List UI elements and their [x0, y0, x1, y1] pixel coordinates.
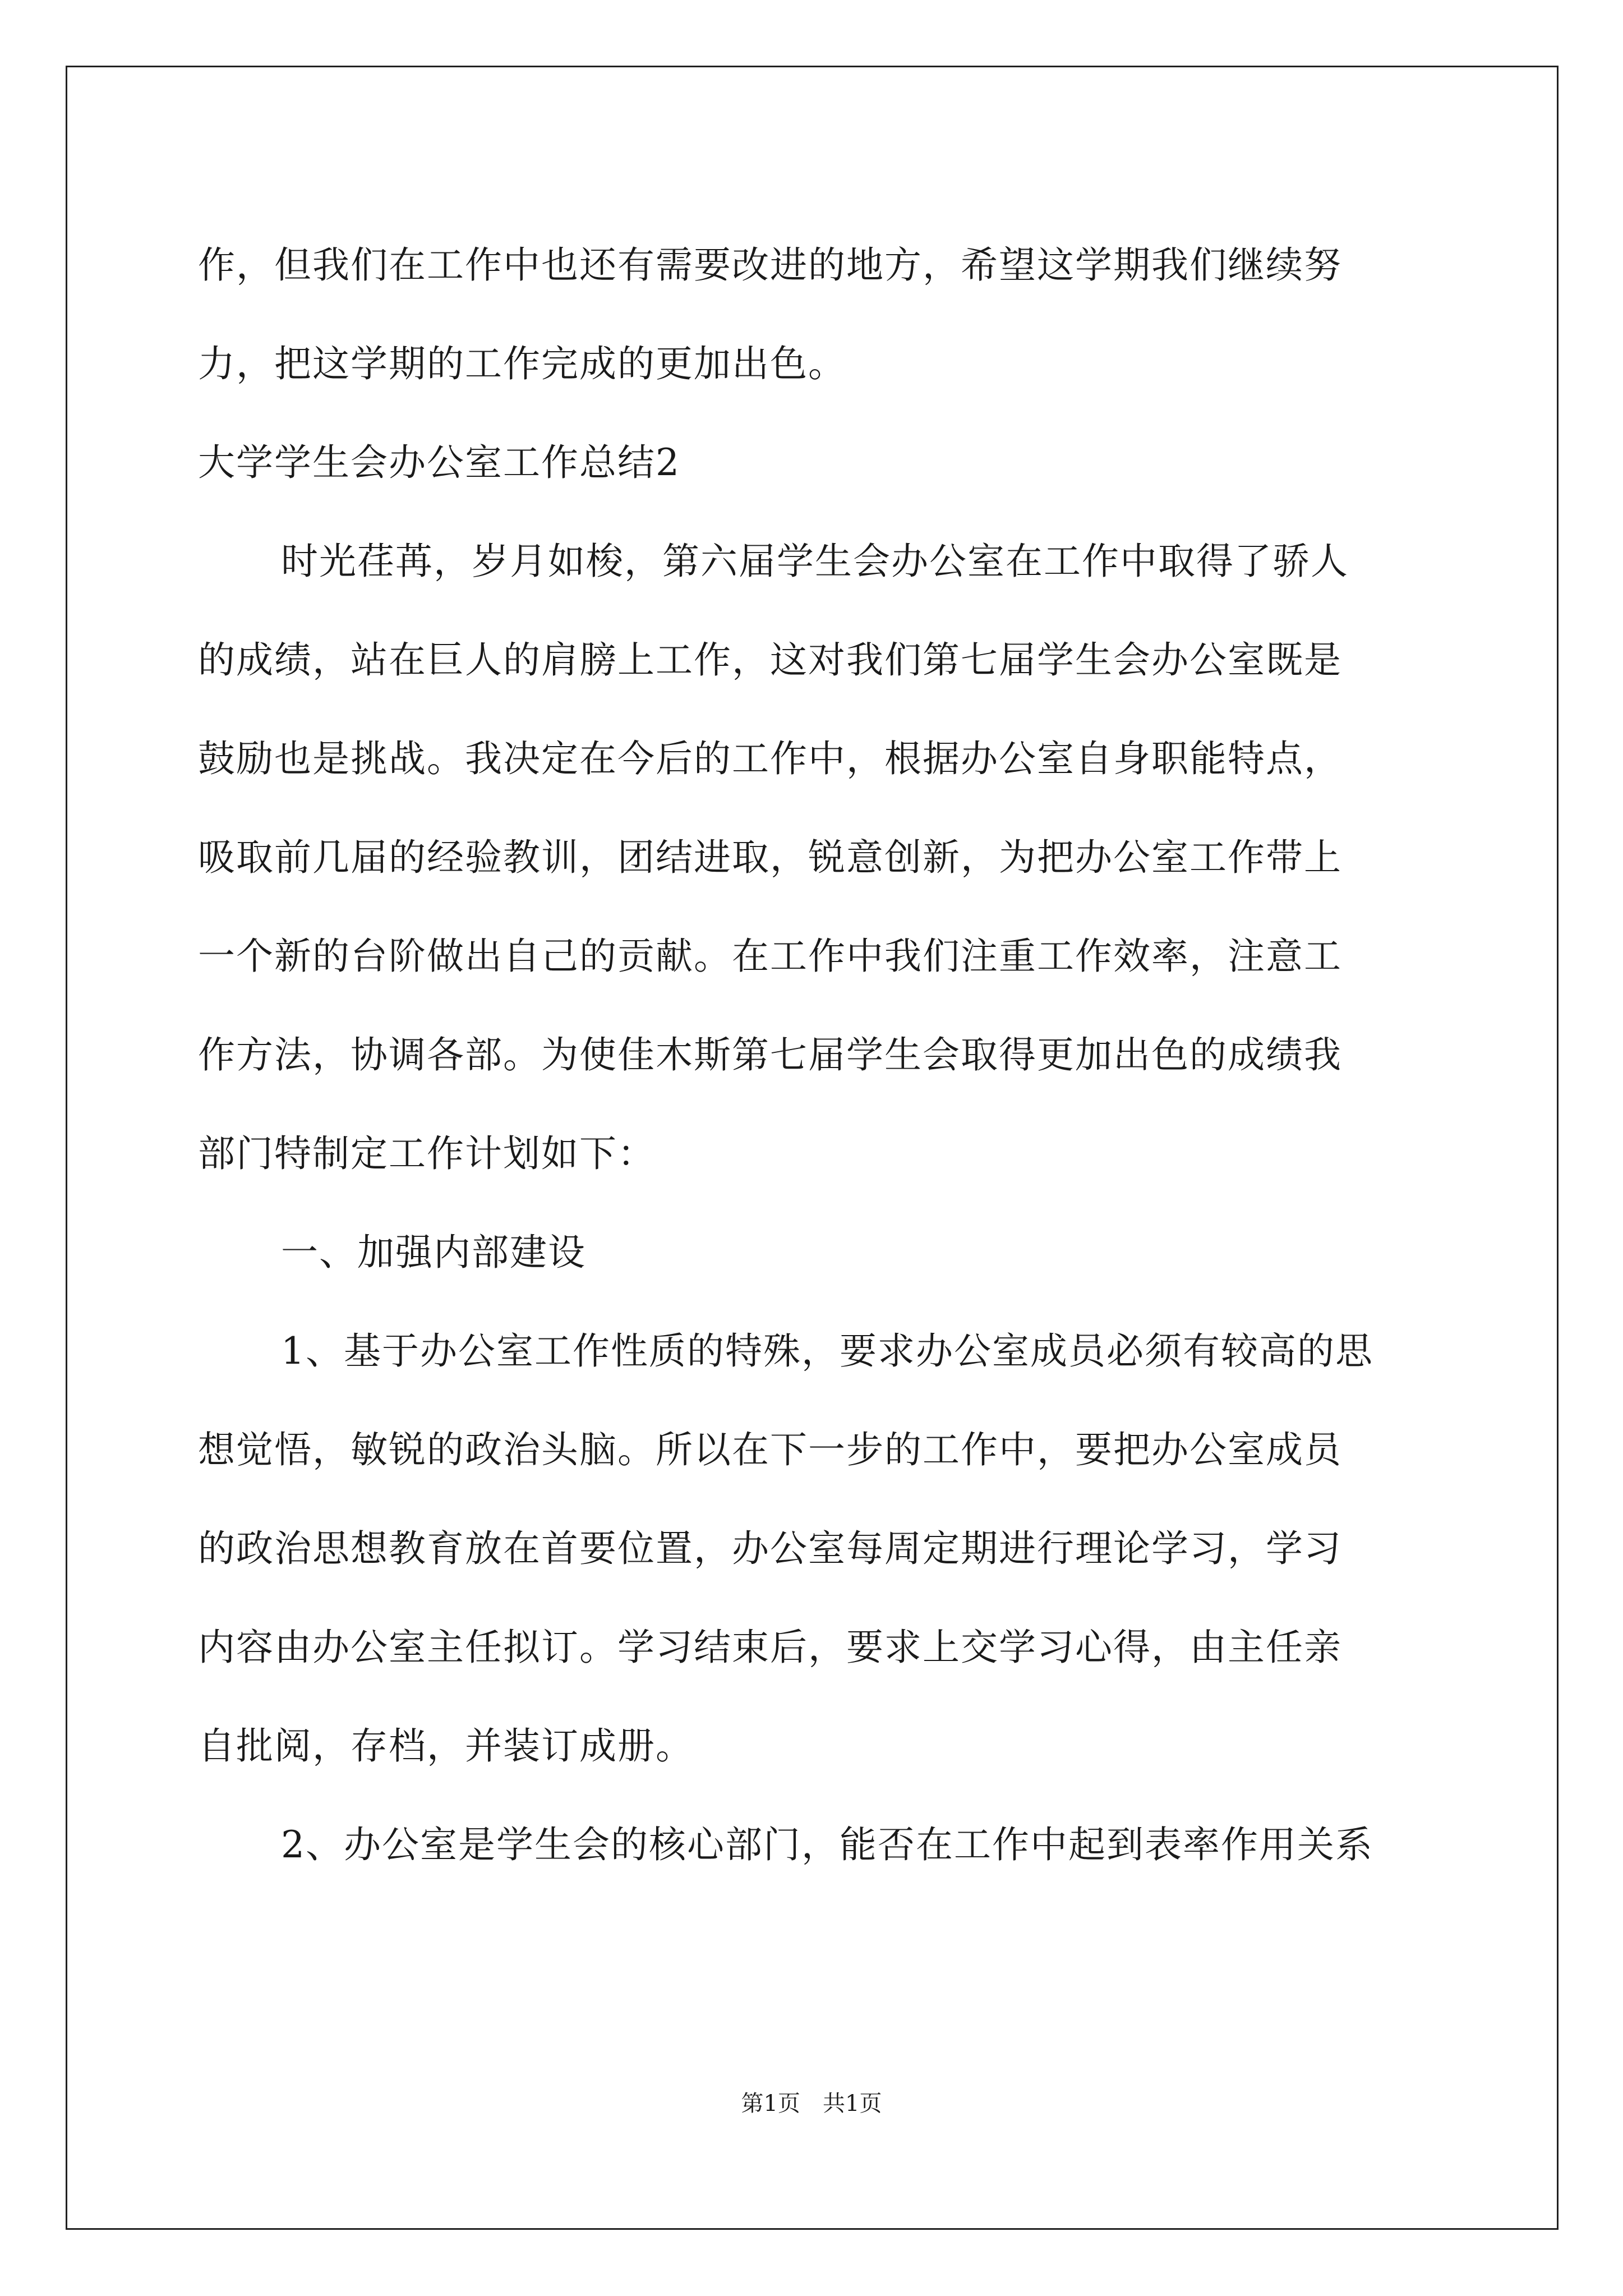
body-line: 2、办公室是学生会的核心部门，能否在工作中起到表率作用关系 [281, 1823, 1373, 1866]
body-line: 时光荏苒，岁月如梭，第六届学生会办公室在工作中取得了骄人 [281, 540, 1349, 583]
body-line: 作，但我们在工作中也还有需要改进的地方，希望这学期我们继续努 [198, 243, 1342, 287]
body-line: 的政治思想教育放在首要位置，办公室每周定期进行理论学习，学习 [198, 1527, 1342, 1570]
body-line: 自批阅，存档，并装订成册。 [198, 1724, 694, 1768]
body-line: 作方法，协调各部。为使佳木斯第七届学生会取得更加出色的成绩我 [198, 1033, 1342, 1076]
body-line: 鼓励也是挑战。我决定在今后的工作中，根据办公室自身职能特点， [198, 737, 1342, 780]
body-line: 吸取前几届的经验教训，团结进取，锐意创新，为把办公室工作带上 [198, 836, 1342, 879]
body-line: 想觉悟，敏锐的政治头脑。所以在下一步的工作中，要把办公室成员 [198, 1428, 1342, 1471]
body-line: 内容由办公室主任拟订。学习结束后，要求上交学习心得，由主任亲 [198, 1626, 1342, 1669]
body-line: 一个新的台阶做出自己的贡献。在工作中我们注重工作效率，注意工 [198, 935, 1342, 978]
document-body [198, 216, 1426, 1894]
page-number-footer: 第1页 共1页 [741, 2091, 882, 2116]
body-line: 部门特制定工作计划如下： [198, 1132, 656, 1175]
section-heading: 大学学生会办公室工作总结2 [198, 441, 680, 484]
body-line: 1、基于办公室工作性质的特殊，要求办公室成员必须有较高的思 [281, 1329, 1373, 1373]
body-line: 力，把这学期的工作完成的更加出色。 [198, 342, 846, 385]
subheading: 一、加强内部建设 [281, 1231, 586, 1274]
body-line: 的成绩，站在巨人的肩膀上工作，这对我们第七届学生会办公室既是 [198, 638, 1342, 682]
